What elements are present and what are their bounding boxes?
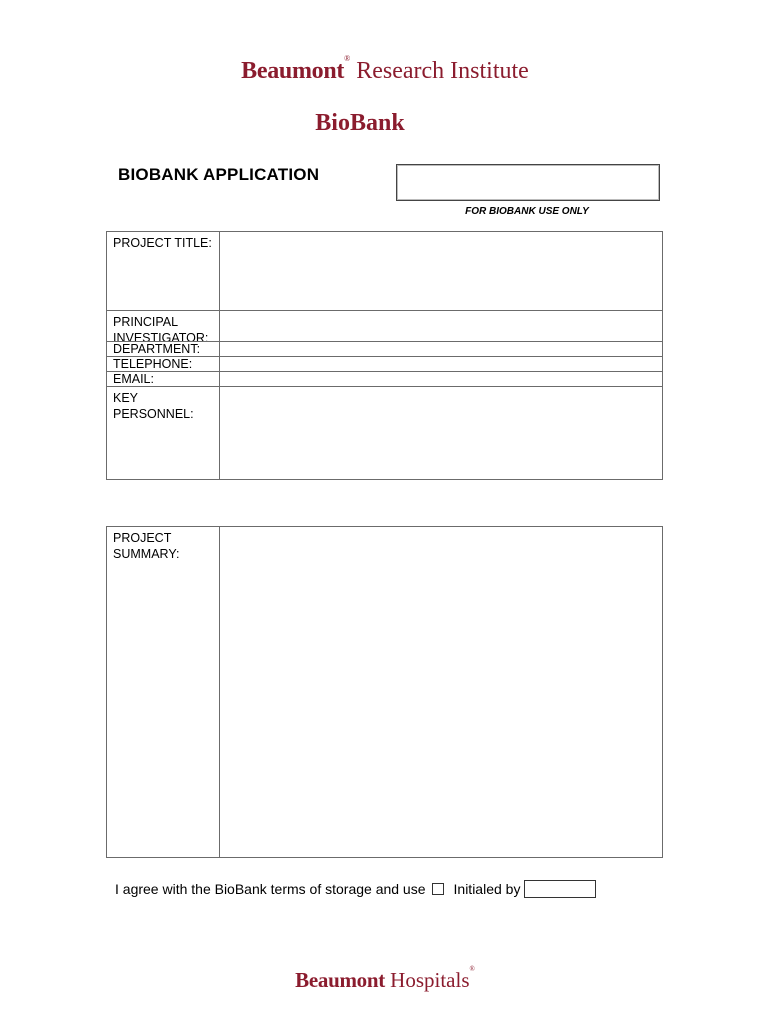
project-details-table (106, 231, 663, 480)
telephone-field[interactable] (220, 357, 662, 371)
key-personnel-field[interactable] (220, 387, 662, 479)
telephone-row (107, 356, 662, 371)
key-personnel-label: KEY PERSONNEL: (107, 387, 220, 479)
initialed-by-field[interactable] (524, 880, 596, 898)
project-title-field[interactable] (220, 232, 662, 310)
project-summary-table (106, 526, 663, 858)
principal-investigator-label: PRINCIPAL INVESTIGATOR: (107, 311, 220, 341)
department-field[interactable] (220, 342, 662, 356)
key-personnel-row (107, 386, 662, 479)
logo-institute-name: Research Institute (356, 58, 529, 84)
department-label: DEPARTMENT: (107, 342, 220, 356)
logo-brand-name: Beaumont (241, 58, 345, 84)
department-row (107, 341, 662, 356)
initialed-by-label: Initialed by (453, 881, 521, 897)
beaumont-research-institute-logo (0, 54, 770, 85)
project-summary-label: PROJECT SUMMARY: (107, 527, 220, 857)
email-field[interactable] (220, 372, 662, 386)
project-title-label: PROJECT TITLE: (107, 232, 220, 310)
biobank-use-only-label: FOR BIOBANK USE ONLY (465, 206, 589, 217)
telephone-label: TELEPHONE: (107, 357, 220, 371)
project-summary-field[interactable] (220, 527, 662, 857)
email-label: EMAIL: (107, 372, 220, 386)
principal-investigator-field[interactable] (220, 311, 662, 341)
email-row (107, 371, 662, 386)
agreement-checkbox[interactable] (432, 883, 444, 895)
biobank-use-only-field[interactable] (396, 164, 660, 201)
form-title: BIOBANK APPLICATION (118, 165, 320, 184)
footer-brand-name: Beaumont (295, 968, 385, 992)
biobank-heading: BioBank (315, 110, 405, 136)
project-summary-row (107, 527, 662, 857)
footer-hospitals-name: Hospitals (390, 968, 470, 992)
principal-investigator-row (107, 310, 662, 345)
beaumont-hospitals-logo (0, 965, 770, 993)
agreement-text: I agree with the BioBank terms of storage and use (115, 881, 426, 897)
registered-mark: ® (344, 54, 351, 63)
footer-registered-mark: ® (469, 965, 475, 973)
project-title-row (107, 232, 662, 310)
agreement-line (115, 880, 596, 898)
